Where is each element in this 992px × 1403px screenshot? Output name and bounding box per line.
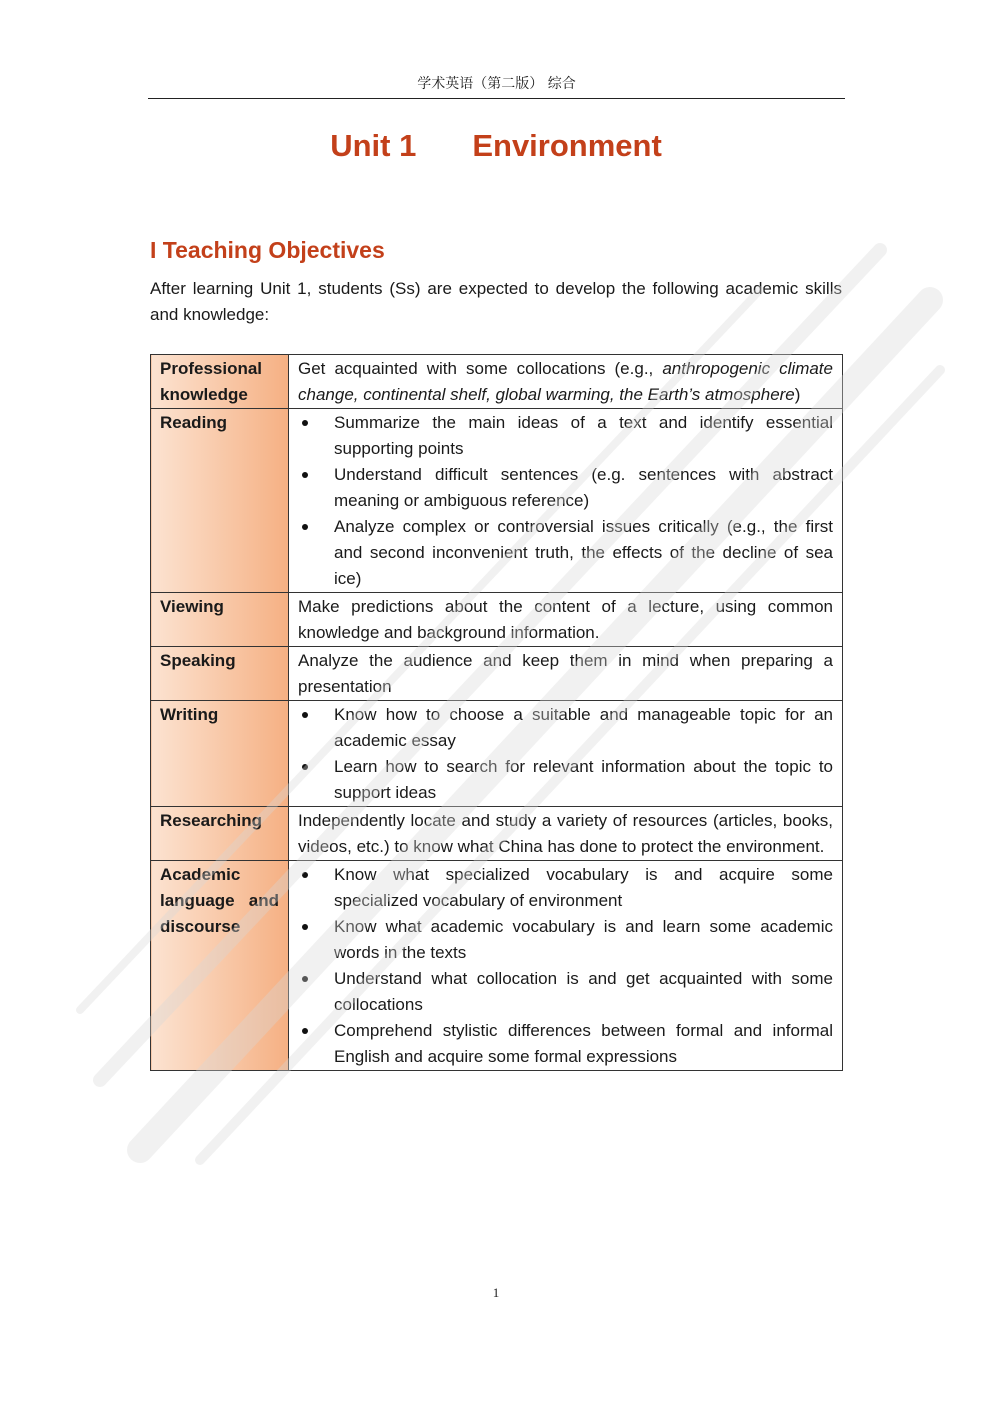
list-item xyxy=(298,410,833,462)
list-item xyxy=(298,862,833,914)
bullet-icon xyxy=(302,924,308,930)
list-item-text: Understand what collocation is and get acquainted with some collocations xyxy=(334,969,833,1014)
row-label: Academic language and discourse xyxy=(151,861,289,1071)
bullet-icon xyxy=(302,472,308,478)
list-item xyxy=(298,462,833,514)
list-item xyxy=(298,702,833,754)
list-item-text: Analyze complex or controversial issues critically (e.g., the first and second inconvenient truth, the effects of the decline of sea ice) xyxy=(334,517,833,588)
table-row xyxy=(151,701,843,807)
running-header: 学术英语（第二版） 综合 xyxy=(417,76,576,92)
row-label: Researching xyxy=(151,807,289,861)
bullet-icon xyxy=(302,976,308,982)
objectives-table xyxy=(150,354,843,1071)
intro-paragraph: After learning Unit 1, students (Ss) are expected to develop the following academic skills and knowledge: xyxy=(150,279,842,324)
header-rule xyxy=(148,98,845,99)
table-row xyxy=(151,861,843,1071)
list-item-text: Learn how to search for relevant information about the topic to support ideas xyxy=(334,757,833,802)
row-content: Analyze the audience and keep them in mind when preparing a presentation xyxy=(289,647,843,701)
bullet-icon xyxy=(302,712,308,718)
page-number: 1 xyxy=(492,1285,500,1300)
table-row xyxy=(151,409,843,593)
bullet-icon xyxy=(302,420,308,426)
list-item-text: Know what academic vocabulary is and learn some academic words in the texts xyxy=(334,917,833,962)
list-item xyxy=(298,914,833,966)
section-heading: I Teaching Objectives xyxy=(150,237,385,263)
bullet-list xyxy=(298,862,833,1070)
row-label: Professional knowledge xyxy=(151,355,289,409)
table-row xyxy=(151,647,843,701)
row-content xyxy=(289,861,843,1071)
unit-number: Unit 1 xyxy=(330,128,417,163)
bullet-list xyxy=(298,410,833,592)
row-label: Reading xyxy=(151,409,289,593)
table-row xyxy=(151,355,843,409)
list-item-text: Know how to choose a suitable and manageable topic for an academic essay xyxy=(334,705,833,750)
content-text: Get acquainted with some collocations (e.g., xyxy=(298,359,663,378)
row-content xyxy=(289,701,843,807)
row-label: Speaking xyxy=(151,647,289,701)
list-item xyxy=(298,754,833,806)
bullet-icon xyxy=(302,1028,308,1034)
table-row xyxy=(151,807,843,861)
unit-title xyxy=(0,125,992,167)
row-content xyxy=(289,409,843,593)
bullet-icon xyxy=(302,524,308,530)
content-text: ) xyxy=(794,385,801,404)
row-label: Viewing xyxy=(151,593,289,647)
row-label: Writing xyxy=(151,701,289,807)
list-item-text: Summarize the main ideas of a text and identify essential supporting points xyxy=(334,413,833,458)
unit-name: Environment xyxy=(472,128,662,163)
list-item-text: Comprehend stylistic differences between formal and informal English and acquire some formal expressions xyxy=(334,1021,833,1066)
list-item xyxy=(298,514,833,592)
row-content: Independently locate and study a variety of resources (articles, books, videos, etc.) to know what China has done to protect the environment. xyxy=(289,807,843,861)
collocation-examples: anthropogenic climate change, continental shelf, global warming, the Earth’s atmosphere xyxy=(298,359,833,404)
list-item xyxy=(298,966,833,1018)
row-content: Make predictions about the content of a lecture, using common knowledge and background information. xyxy=(289,593,843,647)
table-row xyxy=(151,593,843,647)
list-item-text: Understand difficult sentences (e.g. sentences with abstract meaning or ambiguous reference) xyxy=(334,465,833,510)
bullet-icon xyxy=(302,872,308,878)
bullet-icon xyxy=(302,764,308,770)
bullet-list xyxy=(298,702,833,806)
list-item-text: Know what specialized vocabulary is and acquire some specialized vocabulary of environment xyxy=(334,865,833,910)
row-content xyxy=(289,355,843,409)
list-item xyxy=(298,1018,833,1070)
